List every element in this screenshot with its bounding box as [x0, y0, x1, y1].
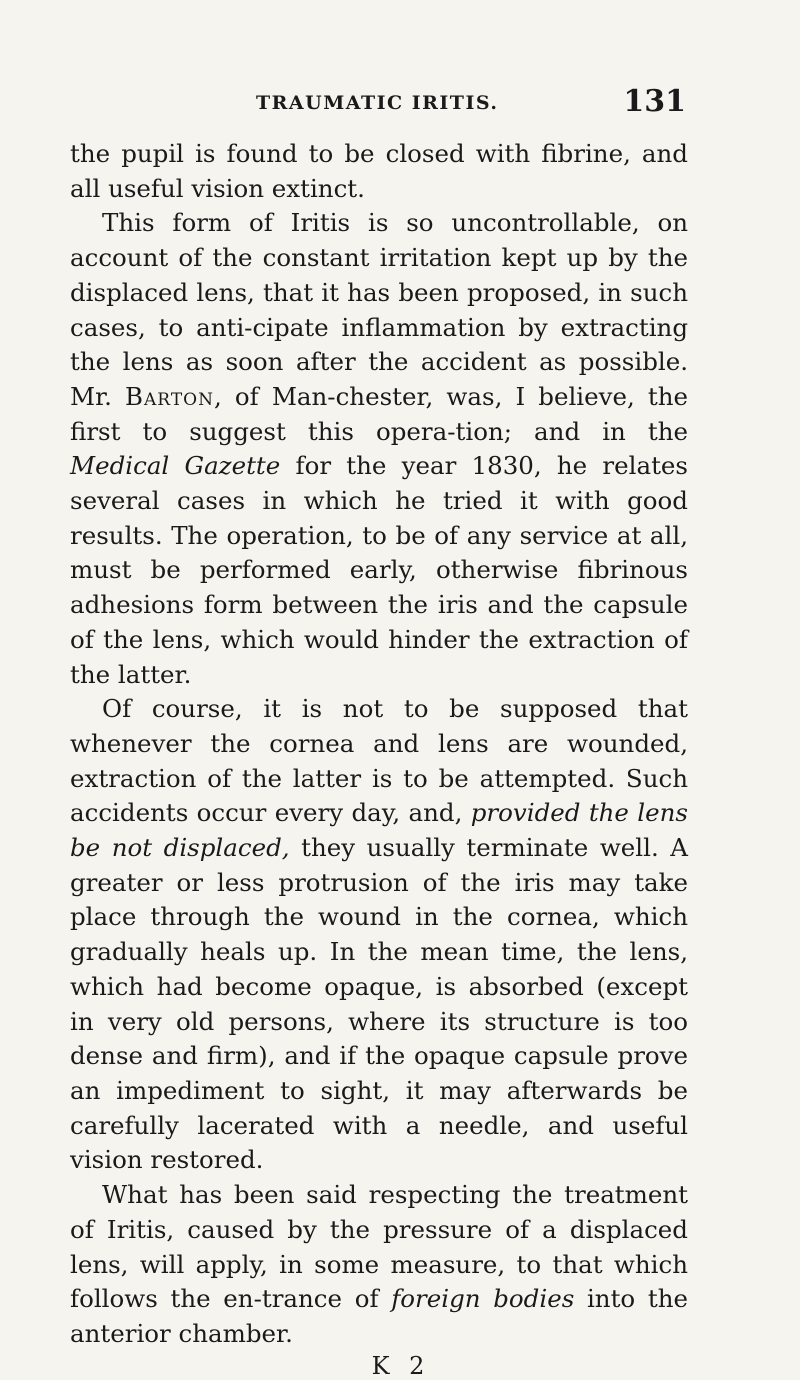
- paragraph-4-text-a: What has been said respecting the treatment of Iritis, caused by the pressure of a displaced lens, will apply, in some measure, to that which follows the en-trance of: [70, 1180, 688, 1314]
- signature-mark: K 2: [371, 1351, 431, 1380]
- body-text: [70, 137, 688, 1352]
- journal-title: Medical Gazette: [70, 451, 281, 481]
- paragraph-4: [70, 1178, 688, 1352]
- page-header: [70, 84, 688, 126]
- author-name: Barton: [125, 381, 214, 411]
- paragraph-3-italic: provided the lens be not displaced,: [70, 798, 688, 863]
- paragraph-2-text-c: for the year 1830, he relates several cases in which he tried it with good results. The operation, to be of any service at all, must be performed early, otherwise fibrinous adhesions form between the iris and the capsule of the lens, which would hinder the extraction of the latter.: [70, 451, 688, 689]
- paragraph-3: [70, 692, 688, 1178]
- running-head: TRAUMATIC IRITIS.: [256, 92, 499, 114]
- paragraph-4-italic: foreign bodies: [391, 1284, 575, 1314]
- page-number: 131: [623, 84, 686, 119]
- paragraph-3-text-b: they usually terminate well. A greater or less protrusion of the iris may take place through the wound in the cornea, which gradually heals up. In the mean time, the lens, which had become opaque, is absorbed (except in very old persons, where its structure is too dense and firm), and if the opaque capsule prove an impediment to sight, it may afterwards be carefully lacerated with a needle, and useful vision restored.: [70, 833, 688, 1175]
- paragraph-1-text: the pupil is found to be closed with fibrine, and all useful vision extinct.: [70, 139, 688, 203]
- paragraph-2-text-a: This form of Iritis is so uncontrollable, on account of the constant irritation kept up by the displaced lens, that it has been proposed, in such cases, to anti-cipate inflammation by extracting the lens as soon after the accident as possible. Mr.: [70, 208, 688, 411]
- paragraph-1: [70, 137, 688, 206]
- paragraph-2-text-b: , of Man-chester, was, I believe, the first to suggest this opera-tion; and in the: [70, 381, 689, 446]
- paragraph-3-text-a: Of course, it is not to be supposed that whenever the cornea and lens are wounded, extraction of the latter is to be attempted. Such accidents occur every day, and,: [70, 694, 688, 828]
- paragraph-2: [70, 206, 688, 692]
- paragraph-4-text-b: into the anterior chamber.: [70, 1284, 688, 1348]
